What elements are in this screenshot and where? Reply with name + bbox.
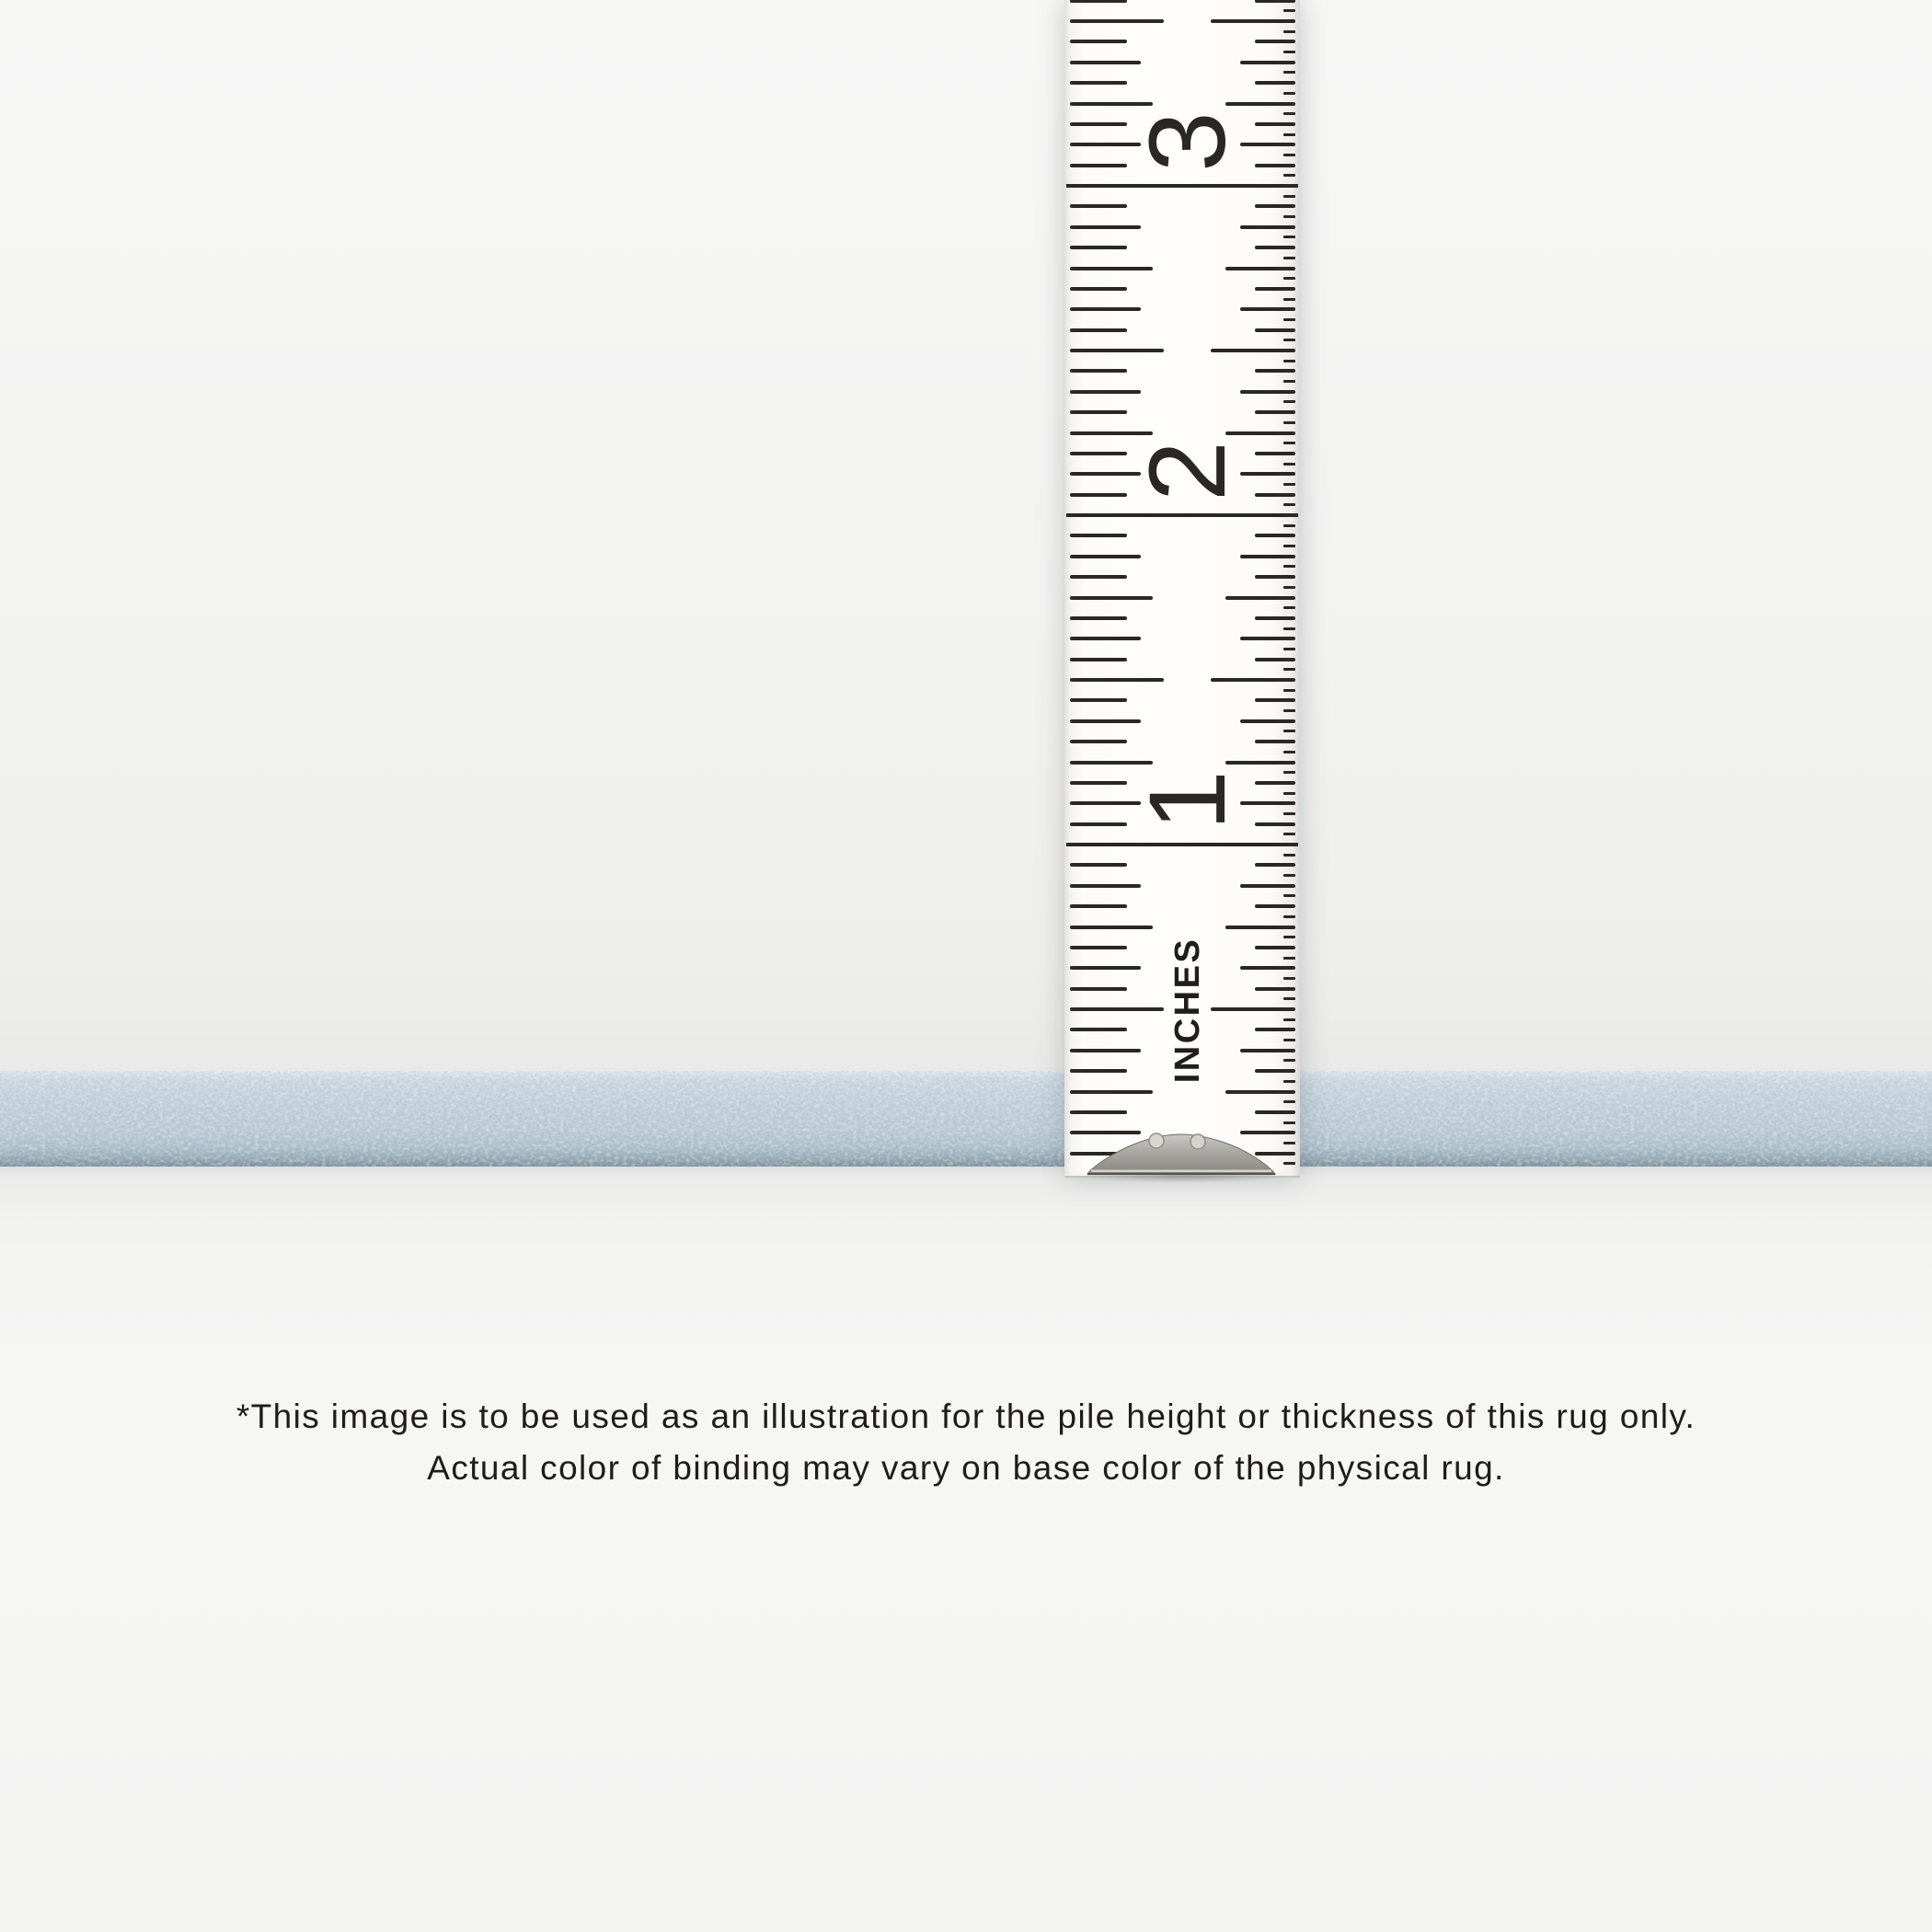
ruler-tick <box>1070 81 1127 85</box>
ruler-tick <box>1283 1100 1295 1103</box>
ruler-tick <box>1070 534 1127 537</box>
ruler-tick <box>1070 369 1127 373</box>
ruler-tick <box>1283 277 1295 280</box>
ruler-tick <box>1283 112 1295 115</box>
rug-fabric-texture <box>0 1071 1932 1167</box>
ruler-tick <box>1283 997 1295 1000</box>
ruler-tick <box>1255 246 1295 249</box>
ruler-tick <box>1283 668 1295 671</box>
rug-pile-strip <box>0 1071 1932 1167</box>
ruler-tick <box>1283 236 1295 238</box>
ruler-tick <box>1283 524 1295 527</box>
ruler-inch-number: 3 <box>1127 111 1248 172</box>
ruler-tick <box>1283 257 1295 259</box>
ruler-tick <box>1240 307 1295 311</box>
ruler-tick <box>1255 575 1295 579</box>
ruler-tick <box>1255 204 1295 208</box>
ruler-tick <box>1283 689 1295 692</box>
ruler-tick <box>1255 40 1295 43</box>
ruler-tick <box>1070 658 1127 661</box>
ruler-tick <box>1283 1018 1295 1021</box>
rivet-icon <box>1190 1134 1205 1149</box>
ruler-tick <box>1283 71 1295 74</box>
metal-clip-highlight <box>1091 1170 1271 1173</box>
ruler-tick <box>1283 360 1295 362</box>
ruler-tick <box>1283 874 1295 877</box>
ruler-tick <box>1255 658 1295 661</box>
ruler-tick <box>1240 61 1295 64</box>
ruler-tick <box>1070 287 1127 291</box>
ruler-tick <box>1255 493 1295 497</box>
ruler-tick <box>1283 771 1295 774</box>
ruler-unit-text: INCHES <box>1167 937 1207 1084</box>
ruler-tick <box>1283 9 1295 12</box>
ruler-tick <box>1283 833 1295 835</box>
ruler-tick <box>1283 648 1295 650</box>
ruler-tick <box>1070 575 1127 579</box>
ruler-tick <box>1255 122 1295 126</box>
ruler-tick <box>1255 822 1295 826</box>
ruler-tick <box>1255 904 1295 908</box>
ruler-tick <box>1070 1110 1127 1114</box>
ruler-tick <box>1255 0 1295 3</box>
measuring-tape <box>1064 0 1300 1178</box>
ruler-tick <box>1255 287 1295 291</box>
ruler-tick <box>1283 298 1295 301</box>
ruler-tick <box>1283 463 1295 466</box>
ruler-tick <box>1225 267 1295 270</box>
ruler-tick <box>1283 92 1295 95</box>
ruler-tick <box>1070 246 1127 249</box>
ruler-tick <box>1070 452 1127 455</box>
ruler-tick <box>1070 863 1127 867</box>
ruler-tick <box>1225 596 1295 600</box>
ruler-tick <box>1240 555 1295 558</box>
ruler-tick <box>1255 328 1295 332</box>
ruler-tick <box>1283 606 1295 609</box>
ruler-tick <box>1070 61 1141 64</box>
ruler-tick <box>1070 596 1153 600</box>
disclaimer-caption <box>0 1391 1932 1494</box>
ruler-tick <box>1070 0 1127 3</box>
ruler-inch-number: 1 <box>1127 770 1248 831</box>
ruler-tick <box>1283 483 1295 486</box>
ruler-tick <box>1240 637 1295 640</box>
ruler-tick <box>1255 740 1295 743</box>
ruler-tick <box>1255 1110 1295 1114</box>
ruler-tick <box>1283 51 1295 53</box>
ruler-tick <box>1255 616 1295 620</box>
ruler-tick <box>1255 534 1295 537</box>
ruler-tick <box>1283 894 1295 897</box>
ruler-tick <box>1070 698 1127 702</box>
ruler-tick <box>1283 730 1295 732</box>
ruler-tick <box>1070 390 1141 394</box>
ruler-tick <box>1283 380 1295 383</box>
ruler-tick <box>1070 122 1127 126</box>
ruler-tick <box>1283 977 1295 980</box>
ruler-tick <box>1070 678 1164 682</box>
metal-clip-body <box>1087 1134 1275 1174</box>
ruler-tick <box>1283 1142 1295 1144</box>
ruler-tick <box>1283 792 1295 795</box>
ruler-tick <box>1283 339 1295 341</box>
ruler-tick <box>1070 822 1127 826</box>
ruler-tick <box>1283 442 1295 444</box>
ruler-tick <box>1255 410 1295 414</box>
ruler-tick <box>1283 195 1295 198</box>
ruler-tick <box>1070 410 1127 414</box>
ruler-tick <box>1070 781 1127 785</box>
ruler-tick <box>1283 1080 1295 1083</box>
ruler-tick <box>1283 400 1295 403</box>
ruler-tick <box>1070 19 1164 23</box>
ruler-tick <box>1283 1162 1295 1165</box>
ruler-tick <box>1255 164 1295 167</box>
metal-end-clip <box>1084 1132 1279 1176</box>
ruler-tick <box>1255 369 1295 373</box>
ruler-unit-label <box>1096 918 1280 1102</box>
disclaimer-line-2: Actual color of binding may vary on base color of the physical rug. <box>427 1449 1505 1487</box>
ruler-tick <box>1070 164 1127 167</box>
ruler-tick <box>1255 781 1295 785</box>
ruler-tick <box>1070 884 1141 888</box>
ruler-tick <box>1070 493 1127 497</box>
ruler-tick <box>1070 225 1141 229</box>
ruler-tick <box>1283 709 1295 712</box>
ruler-tick <box>1255 863 1295 867</box>
ruler-tick <box>1283 936 1295 938</box>
ruler-tick <box>1283 154 1295 156</box>
ruler-tick <box>1240 884 1295 888</box>
ruler-tick <box>1283 318 1295 321</box>
floor-surface <box>0 1167 1932 1932</box>
ruler-tick <box>1240 225 1295 229</box>
ruler-tick <box>1283 812 1295 815</box>
ruler-tick <box>1255 698 1295 702</box>
ruler-tick <box>1283 957 1295 960</box>
ruler-inch-number: 2 <box>1127 441 1248 501</box>
ruler-tick <box>1070 307 1141 311</box>
ruler-tick <box>1070 637 1141 640</box>
ruler-tick <box>1283 854 1295 857</box>
ruler-tick <box>1240 390 1295 394</box>
ruler-tick <box>1283 627 1295 630</box>
ruler-tick <box>1283 915 1295 918</box>
ruler-tick <box>1283 503 1295 506</box>
ruler-tick <box>1283 1121 1295 1124</box>
ruler-tick <box>1070 719 1141 723</box>
ruler-tick <box>1070 40 1127 43</box>
ruler-tick <box>1255 81 1295 85</box>
ruler-tick <box>1283 545 1295 547</box>
ruler-tick <box>1283 174 1295 177</box>
ruler-tick <box>1283 133 1295 136</box>
ruler-tick <box>1070 328 1127 332</box>
ruler-tick <box>1070 904 1127 908</box>
ruler-tick <box>1283 215 1295 218</box>
metal-clip-bottom-edge <box>1087 1173 1275 1175</box>
ruler-tick <box>1211 349 1295 352</box>
rivet-icon <box>1149 1133 1164 1148</box>
ruler-tick <box>1283 30 1295 33</box>
disclaimer-line-1: *This image is to be used as an illustration for the pile height or thickness of this rug only. <box>236 1397 1696 1435</box>
ruler-tick <box>1283 1059 1295 1062</box>
ruler-tick <box>1211 19 1295 23</box>
ruler-tick <box>1070 349 1164 352</box>
ruler-tick <box>1070 204 1127 208</box>
ruler-tick <box>1283 421 1295 424</box>
ruler-tick <box>1283 751 1295 753</box>
ruler-tick <box>1070 555 1141 558</box>
ruler-tick <box>1283 1039 1295 1041</box>
ruler-tick <box>1070 740 1127 743</box>
ruler-tick <box>1211 678 1295 682</box>
ruler-tick <box>1070 616 1127 620</box>
ruler-tick <box>1283 565 1295 568</box>
ruler-tick <box>1070 267 1153 270</box>
ruler-tick <box>1240 719 1295 723</box>
ruler-tick <box>1283 586 1295 589</box>
ruler-tick <box>1255 452 1295 455</box>
